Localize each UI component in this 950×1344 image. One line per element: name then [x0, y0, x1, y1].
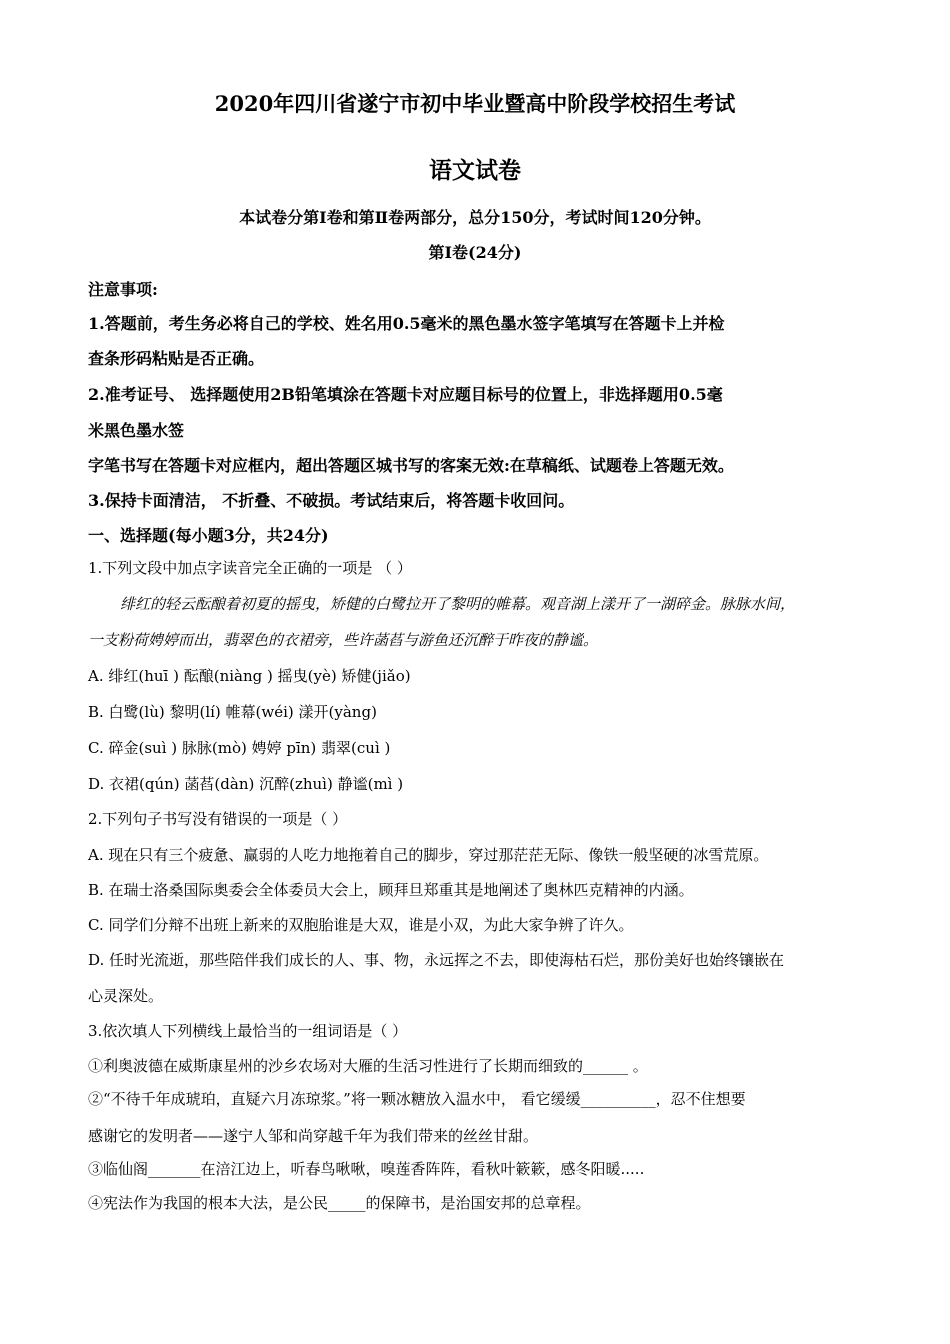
q1-option-c: C. 碎金(suì ) 脉脉(mò) 娉婷 pīn) 翡翠(cuì ): [88, 739, 391, 757]
exam-intro: 本试卷分第Ⅰ卷和第Ⅱ卷两部分，总分150分，考试时间120分钟。: [239, 208, 711, 227]
exam-title: 2020年四川省遂宁市初中毕业暨高中阶段学校招生考试: [214, 91, 736, 116]
q1-option-b: B. 白鹭(lù) 黎明(lí) 帷幕(wéi) 漾开(yàng): [88, 703, 377, 721]
section-heading: 一、选择题(每小题3分，共24分): [88, 526, 329, 545]
q3-item-2-line-1: ②“不待千年成琥珀，直疑六月冻琼浆。”将一颗冰糖放入温水中， 看它缓缓__________，忍不住想要: [88, 1090, 746, 1108]
q2-option-d-line-2: 心灵深处。: [88, 987, 164, 1005]
q1-option-a: A. 绯红(huī ) 酝酿(niàng ) 摇曳(yè) 矫健(jiǎo): [88, 667, 411, 685]
notice-item-2c: 字笔书写在答题卡对应框内，超出答题区城书写的客案无效:在草稿纸、试题卷上答题无效。: [88, 456, 734, 475]
notice-heading: 注意事项:: [88, 280, 158, 299]
q2-option-a: A. 现在只有三个疲惫、赢弱的人吃力地拖着自己的脚步，穿过那茫茫无际、像铁一般坚硬的冰雪荒原。: [88, 846, 769, 864]
q2-option-c: C. 同学们分辩不出班上新来的双胞胎谁是大双，谁是小双，为此大家争辨了许久。: [88, 916, 634, 934]
notice-item-1b: 查条形码粘贴是否正确。: [88, 349, 265, 368]
q1-passage-line-1: 绯红的轻云酝酿着初夏的摇曳，矫健的白鹭拉开了黎明的帷幕。观音湖上漾开了一湖碎金。脉脉水间，: [120, 595, 796, 613]
notice-item-2a: 2.准考证号、 选择题使用2B铅笔填涂在答题卡对应题目标号的位置上，非选择题用0.5毫: [88, 385, 723, 404]
q3-item-4: ④宪法作为我国的根本大法，是公民_____的保障书，是治国安邦的总章程。: [88, 1194, 591, 1212]
q1-option-d: D. 衣裙(qún) 菡萏(dàn) 沉醉(zhuì) 静谧(mì ): [88, 775, 404, 793]
notice-item-3: 3.保持卡面清洁， 不折叠、不破损。考试结束后，将答题卡收回问。: [88, 491, 575, 510]
q2-option-b: B. 在瑞士洛桑国际奥委会全体委员大会上，顾拜旦郑重其是地阐述了奥林匹克精神的内涵。: [88, 881, 694, 899]
q1-passage-line-2: 一支粉荷娉婷而出，翡翠色的衣裙旁，些许菡萏与游鱼还沉醉于昨夜的静谧。: [88, 631, 599, 649]
notice-item-1a: 1.答题前，考生务必将自己的学校、姓名用0.5毫米的黑色墨水签字笔填写在答题卡上并检: [88, 314, 725, 333]
volume-heading: 第Ⅰ卷(24分): [428, 243, 522, 262]
q3-item-2-line-2: 感谢它的发明者——遂宁人邹和尚穿越千年为我们带来的丝丝甘甜。: [88, 1127, 539, 1145]
q3-item-1: ①利奥波德在威斯康星州的沙乡农场对大雁的生活习性进行了长期而细致的______ 。: [88, 1057, 648, 1075]
q1-stem: 1.下列文段中加点字读音完全正确的一项是 （ ）: [88, 559, 412, 577]
notice-item-2b: 米黑色墨水签: [88, 421, 185, 440]
q3-stem: 3.依次填人下列横线上最恰当的一组词语是（ ）: [88, 1022, 408, 1040]
q2-option-d-line-1: D. 任时光流逝，那些陪伴我们成长的人、事、物，永远挥之不去，即使海枯石烂，那份美好也始终镶嵌在: [88, 951, 785, 969]
exam-subtitle: 语文试卷: [429, 157, 521, 184]
q2-stem: 2.下列句子书写没有错误的一项是（ ）: [88, 810, 348, 828]
q3-item-3: ③临仙阁_______在涪江边上，听春鸟啾啾，嗅莲香阵阵，看秋叶簌簌，感冬阳暖.....: [88, 1160, 645, 1178]
